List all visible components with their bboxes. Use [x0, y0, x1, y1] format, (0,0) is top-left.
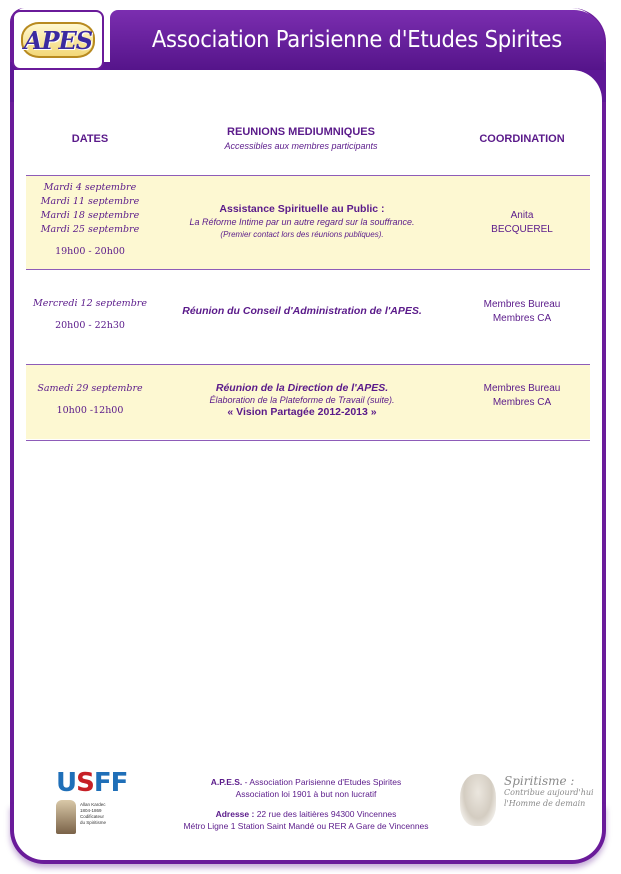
- coordinator-line: Membres Bureau: [483, 299, 561, 310]
- row-dates: [26, 382, 154, 418]
- coordinator-line: Membres CA: [492, 313, 552, 324]
- divider: [26, 440, 590, 441]
- event-highlight: « Vision Partagée 2012-2013 »: [227, 406, 377, 418]
- table-row: [26, 176, 590, 269]
- time-range: 19h00 - 20h00: [55, 246, 125, 257]
- row-dates: [26, 181, 154, 259]
- apes-logo-text: APES: [23, 25, 93, 55]
- caption-line: du Spiritisme: [80, 820, 107, 825]
- event-title: Réunion de la Direction de l'APES.: [215, 382, 389, 394]
- col-header-coordination: COORDINATION: [479, 133, 565, 145]
- usff-logo-letters: [56, 770, 136, 796]
- usff-logo: [56, 770, 136, 844]
- footer-address-block: [146, 776, 466, 832]
- row-event: [166, 203, 438, 239]
- caption-line: Allan Kardec: [80, 802, 106, 807]
- row-coordination: [454, 382, 590, 410]
- legal-status: Association loi 1901 à but non lucratif: [235, 789, 377, 799]
- date-line: Mardi 18 septembre: [40, 210, 140, 221]
- event-title: Assistance Spirituelle au Public :: [219, 203, 385, 215]
- row-coordination: [454, 209, 590, 237]
- signature-text: [504, 776, 596, 809]
- row-event: [166, 382, 438, 418]
- signature-line: Spiritisme :: [504, 774, 575, 788]
- event-subtitle: La Réforme Intime par un autre regard sur la souffrance.: [189, 217, 415, 227]
- apes-logo: [12, 10, 104, 70]
- kardec-portrait: [56, 800, 76, 834]
- event-note: (Premier contact lors des réunions publiques).: [220, 230, 384, 239]
- date-line: Mardi 25 septembre: [40, 224, 140, 235]
- row-event: [166, 305, 438, 317]
- time-range: 20h00 - 22h30: [55, 320, 125, 331]
- date-line: Samedi 29 septembre: [37, 383, 143, 394]
- caption-line: 1804-1869: [80, 808, 102, 813]
- table-row: [26, 270, 590, 364]
- caption-line: Codificateur: [80, 814, 105, 819]
- title-bar: [110, 10, 604, 70]
- signature-line: l'Homme de demain: [504, 799, 586, 808]
- org-acronym: A.P.E.S.: [210, 777, 243, 787]
- event-subtitle: Élaboration de la Plateforme de Travail (suite).: [209, 395, 395, 405]
- col-header-reunions-label: REUNIONS MEDIUMNIQUES: [227, 126, 375, 138]
- col-header-dates: DATES: [71, 133, 109, 145]
- footer: [26, 762, 594, 852]
- date-line: Mardi 11 septembre: [40, 196, 140, 207]
- table-header: [26, 120, 590, 170]
- event-title: Réunion du Conseil d'Administration de l'APES.: [182, 305, 422, 317]
- col-header-reunions-sub: Accessibles aux membres participants: [224, 141, 378, 151]
- coordinator-line: Anita: [510, 210, 534, 221]
- usff-letters-ff: FF: [93, 768, 128, 798]
- col-header-reunions: [176, 126, 426, 151]
- address-value: 22 rue des laitières 94300 Vincennes: [254, 809, 397, 819]
- coordinator-line: Membres CA: [492, 397, 552, 408]
- time-range: 10h00 -12h00: [56, 405, 124, 416]
- usff-letter-u: U: [56, 768, 77, 798]
- coordinator-line: BECQUEREL: [491, 224, 553, 235]
- date-line: Mercredi 12 septembre: [33, 298, 147, 309]
- address-line: [146, 808, 466, 820]
- transport-info: Métro Ligne 1 Station Saint Mandé ou RER A Gare de Vincennes: [183, 821, 429, 831]
- row-dates: [26, 297, 154, 333]
- org-name: - Association Parisienne d'Etudes Spirites: [242, 777, 402, 787]
- address-label: Adresse :: [215, 809, 255, 819]
- usff-letter-s: S: [76, 768, 94, 798]
- org-line: [146, 776, 466, 788]
- spiritisme-signature: [446, 766, 596, 838]
- signature-line: Contribue aujourd'hui: [504, 788, 594, 797]
- kardec-sketch: [460, 774, 496, 826]
- apes-logo-badge: [21, 22, 95, 58]
- usff-caption: [80, 802, 140, 826]
- coordinator-line: Membres Bureau: [483, 383, 561, 394]
- row-coordination: [454, 298, 590, 326]
- date-line: Mardi 4 septembre: [43, 182, 137, 193]
- table-row: [26, 365, 590, 439]
- page-title: Association Parisienne d'Etudes Spirites: [151, 27, 563, 53]
